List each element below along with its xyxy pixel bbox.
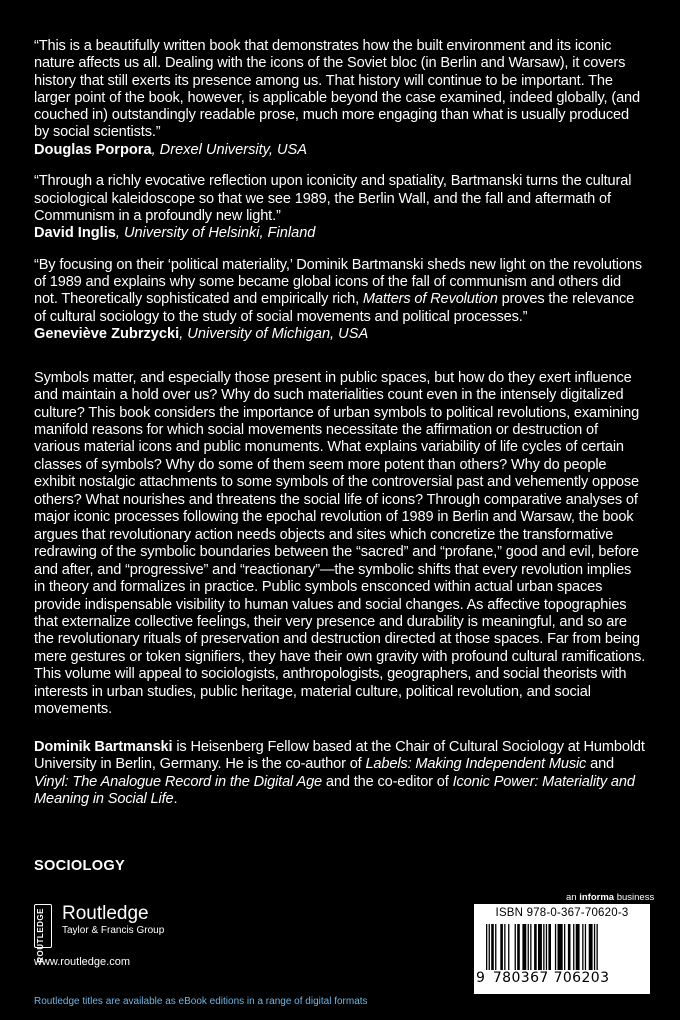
endorsement-1 xyxy=(34,38,646,159)
endorser-name: Geneviève Zubrzycki xyxy=(34,326,180,343)
barcode-bar xyxy=(489,924,490,970)
subject-category: SOCIOLOGY xyxy=(34,858,126,874)
author-name: Dominik Bartmanski xyxy=(34,738,173,755)
endorser-affiliation: , University of Helsinki, Finland xyxy=(115,225,316,242)
barcode-bar xyxy=(515,924,516,970)
barcode-bar xyxy=(546,924,547,970)
barcode-bar xyxy=(576,924,580,970)
book-title: Matters of Revolution xyxy=(362,291,498,308)
isbn-label: ISBN 978-0-367-70620-3 xyxy=(495,907,629,919)
barcode-bar xyxy=(585,924,586,970)
barcode-bar xyxy=(564,924,565,970)
author-bio: Dominik Bartmanski is Heisenberg Fellow based at the Chair of Cultural Sociology at Humboldt University in Berlin, Germany. He is the co-author of Labels: Making Independent Music and Vinyl: The Analogue Record in the Digital Age and the co-editor of Iconic Power: Materiality and Meaning in Social Life. xyxy=(34,738,645,808)
barcode-bar xyxy=(597,924,598,970)
barcode-bar xyxy=(528,924,529,970)
barcode-bar xyxy=(589,924,593,970)
publisher-group: Taylor & Francis Group xyxy=(62,925,165,936)
endorsement-2 xyxy=(34,173,646,242)
endorser-affiliation: , University of Michigan, USA xyxy=(179,326,369,343)
book-title: Labels: Making Independent Music xyxy=(365,756,587,773)
endorsement-attribution xyxy=(34,142,646,160)
barcode-bar xyxy=(530,924,531,970)
endorsement-3 xyxy=(34,257,646,344)
barcode-bar xyxy=(522,924,526,970)
endorsement-text: “Through a richly evocative reflection upon iconicity and spatiality, Bartmanski turns the cultural sociological kaleidoscope so that we see 1989, the Berlin Wall, and the fall and aftermath of Communism in a profoundly new light.” xyxy=(34,173,632,224)
publisher-name: Routledge xyxy=(62,903,149,924)
barcode-bar xyxy=(543,924,544,970)
barcode xyxy=(474,904,650,994)
book-description: Symbols matter, and especially those present in public spaces, but how do they exert influence and maintain a hold over us? Why do such materialities count even in the intensely digitalized culture? This book considers the importance of urban symbols to political revolutions, examining manifold reasons for which social movements necessitate the affirmation or destruction of various material icons and public monuments. What explains variability of life cycles of certain classes of symbols? Why do some of them seem more potent than others? Why do people exhibit nostalgic attachments to some symbols of the controversial past and vehemently oppose others? What nourishes and threatens the social life of icons? Through comparative analyses of major iconic processes following the epochal revolution of 1989 in Berlin and Warsaw, the book argues that revolutionary action needs objects and sites which concretize the transformative redrawing of the symbolic boundaries between the “sacred” and “profane,” good and evil, before and after, and “progressive” and “reactionary”—the symbolic shifts that every revolution implies in theory and formalizes in practice. Public symbols ensconced within actual urban spaces provide indispensable visibility to human values and social changes. As affective topographies that externalize collective feelings, their very presence and durability is meaningful, and so are the revolutionary rituals of preservation and destruction directed at those spaces. Far from being mere gestures or token signifiers, they have their own gravity with profound cultural ramifications. This volume will appeal to sociologists, anthropologists, geographers, and social theorists with interests in urban studies, public heritage, material culture, political revolution, and social movements. xyxy=(34,369,646,718)
barcode-bar xyxy=(594,924,595,970)
barcode-bar xyxy=(517,924,520,970)
endorser-affiliation: , Drexel University, USA xyxy=(151,141,308,158)
endorsement-attribution xyxy=(34,225,646,243)
barcode-bar xyxy=(538,924,542,970)
informa-tagline: an informa business xyxy=(566,892,655,903)
routledge-mark-icon: ROUTLEDGE xyxy=(34,904,52,948)
barcode-bar xyxy=(495,924,496,970)
barcode-bar xyxy=(500,924,503,970)
endorsement-attribution xyxy=(34,326,646,344)
informa-brand: informa xyxy=(579,892,615,903)
barcode-bars-icon xyxy=(486,924,638,974)
ebook-note: Routledge titles are available as eBook editions in a range of digital formats xyxy=(34,996,368,1007)
endorsement-text: “This is a beautifully written book that demonstrates how the built environment and its iconic nature affects us all. Dealing with the icons of the Soviet bloc (in Berlin and Warsaw), it covers history that still exerts its presence among us. That history will continue to be important. The larger point of the book, however, is applicable beyond the case examined, indeed globally, (and couched in) outstandingly readable prose, much more engaging than what is usually produced by social scientists.” xyxy=(34,38,640,141)
barcode-bar xyxy=(548,924,551,970)
barcode-bar xyxy=(582,924,583,970)
endorser-name: Douglas Porpora xyxy=(34,141,152,158)
barcode-digits: 9 780367 706203 xyxy=(476,970,610,986)
barcode-bar xyxy=(486,924,487,970)
barcode-bar xyxy=(504,924,505,970)
endorsement-text: “By focusing on their ‘political materiality,’ Dominik Bartmanski sheds new light on the revolutions of 1989 and explains why some became global icons of the fall of communism and others did not. Theoretically sophisticated and empirically rich, Matters of Revolution proves the relevance of cultural sociology to the study of social movements and political processes.” xyxy=(34,256,642,325)
publisher-block xyxy=(34,902,164,968)
barcode-bar xyxy=(568,924,571,970)
publisher-url: www.routledge.com xyxy=(34,956,130,968)
book-title: Iconic Power: Materiality and Meaning in Social Life xyxy=(34,773,635,808)
barcode-bar xyxy=(508,924,509,970)
barcode-bar xyxy=(573,924,574,970)
endorser-name: David Inglis xyxy=(34,225,116,242)
barcode-bar xyxy=(491,924,494,970)
barcode-bar xyxy=(558,924,563,970)
barcode-bar xyxy=(555,924,556,970)
book-title: Vinyl: The Analogue Record in the Digital Age xyxy=(34,773,323,790)
barcode-bar xyxy=(534,924,537,970)
back-cover-text xyxy=(34,38,646,809)
